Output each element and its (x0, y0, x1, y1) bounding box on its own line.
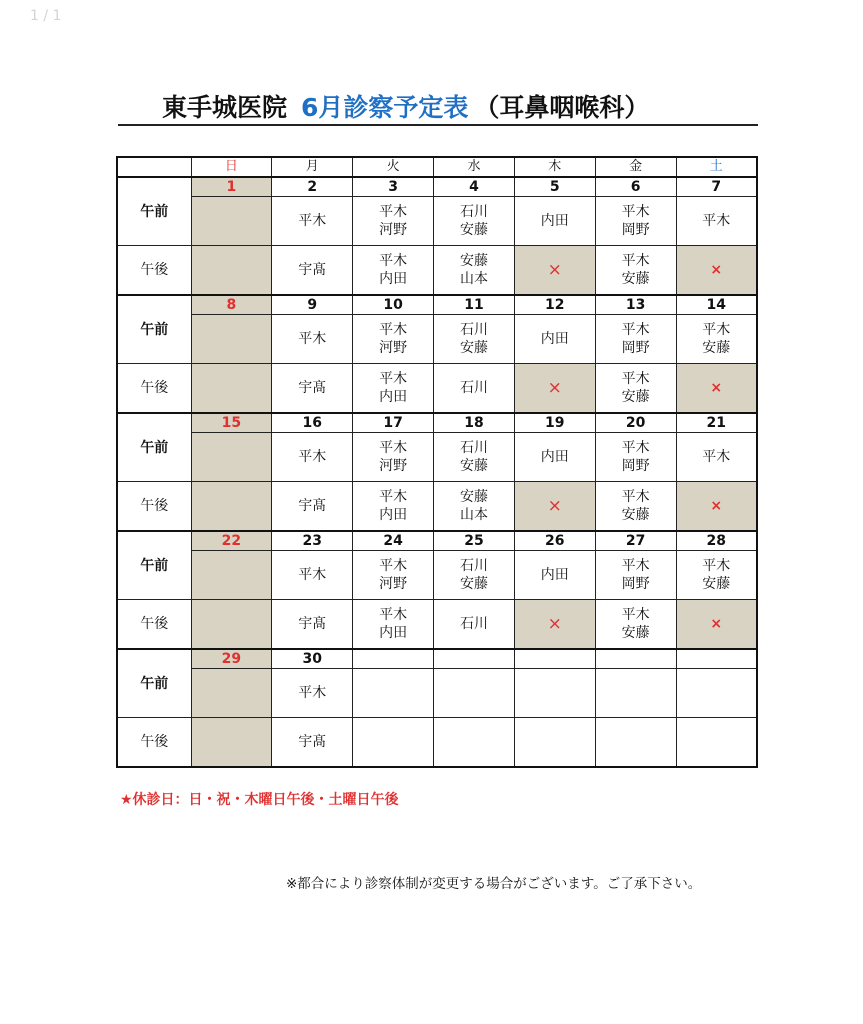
closed-mark-cell-thu: × (514, 246, 595, 296)
am-doctor-cell-thu: 内田 (514, 197, 595, 246)
month-label: 6月診察予定表 (301, 93, 469, 122)
am-doctor-cell-thu: 内田 (514, 433, 595, 482)
am-label: 午前 (117, 649, 191, 718)
department-label: （耳鼻咽喉科） (474, 93, 650, 122)
date-cell-tue: 3 (353, 177, 434, 197)
date-cell-fri: 6 (595, 177, 676, 197)
date-cell-mon: 2 (272, 177, 353, 197)
pm-doctor-cell-tue (353, 718, 434, 768)
date-cell-mon: 9 (272, 295, 353, 315)
closed-mark-cell-thu: × (514, 482, 595, 532)
pm-doctor-cell-tue: 平木 内田 (353, 364, 434, 414)
date-cell-thu: 5 (514, 177, 595, 197)
pm-doctor-cell-sun (191, 718, 272, 768)
am-doctor-cell-fri: 平木 岡野 (595, 315, 676, 364)
date-cell-tue: 17 (353, 413, 434, 433)
am-row (117, 197, 757, 246)
date-cell-fri: 20 (595, 413, 676, 433)
am-doctor-cell-wed: 石川 安藤 (434, 197, 515, 246)
am-doctor-cell-thu (514, 669, 595, 718)
pm-doctor-cell-sun (191, 600, 272, 650)
pm-doctor-cell-wed (434, 718, 515, 768)
date-cell-sun: 1 (191, 177, 272, 197)
am-doctor-cell-wed: 石川 安藤 (434, 551, 515, 600)
date-cell-sat: 14 (676, 295, 757, 315)
pm-doctor-cell-sun (191, 482, 272, 532)
am-doctor-cell-fri: 平木 岡野 (595, 197, 676, 246)
closed-mark-cell-sat: × (676, 246, 757, 296)
page-title (118, 90, 758, 126)
am-doctor-cell-sun (191, 315, 272, 364)
date-cell-sun: 15 (191, 413, 272, 433)
date-cell-mon: 30 (272, 649, 353, 669)
pm-doctor-cell-mon: 宇髙 (272, 364, 353, 414)
am-doctor-cell-sun (191, 197, 272, 246)
weekday-header-tue: 火 (353, 157, 434, 177)
pm-doctor-cell-thu (514, 718, 595, 768)
am-doctor-cell-sat: 平木 (676, 197, 757, 246)
weekday-header-row (117, 157, 757, 177)
am-label: 午前 (117, 177, 191, 246)
closed-mark-cell-sat: × (676, 482, 757, 532)
am-doctor-cell-sat: 平木 安藤 (676, 551, 757, 600)
schedule-change-note: ※都合により診察体制が変更する場合がございます。ご了承下さい。 (286, 876, 702, 892)
date-row (117, 295, 757, 315)
pm-doctor-cell-fri: 平木 安藤 (595, 246, 676, 296)
pm-doctor-cell-tue: 平木 内田 (353, 482, 434, 532)
am-label: 午前 (117, 531, 191, 600)
am-label: 午前 (117, 295, 191, 364)
date-cell-sun: 8 (191, 295, 272, 315)
pm-label: 午後 (117, 364, 191, 414)
am-doctor-cell-mon: 平木 (272, 197, 353, 246)
am-doctor-cell-thu: 内田 (514, 551, 595, 600)
am-doctor-cell-sun (191, 551, 272, 600)
am-doctor-cell-tue: 平木 河野 (353, 315, 434, 364)
am-doctor-cell-mon: 平木 (272, 433, 353, 482)
am-doctor-cell-mon: 平木 (272, 551, 353, 600)
date-cell-fri: 27 (595, 531, 676, 551)
pm-row (117, 246, 757, 296)
pm-doctor-cell-fri: 平木 安藤 (595, 600, 676, 650)
am-doctor-cell-sat: 平木 (676, 433, 757, 482)
hospital-name: 東手城医院 (162, 93, 288, 122)
date-cell-mon: 23 (272, 531, 353, 551)
am-row (117, 433, 757, 482)
date-cell-sat: 21 (676, 413, 757, 433)
am-doctor-cell-mon: 平木 (272, 315, 353, 364)
am-doctor-cell-wed: 石川 安藤 (434, 433, 515, 482)
pm-label: 午後 (117, 482, 191, 532)
date-cell-tue (353, 649, 434, 669)
pm-doctor-cell-sat (676, 718, 757, 768)
am-doctor-cell-sat (676, 669, 757, 718)
page-indicator: 1 / 1 (30, 8, 62, 24)
pm-doctor-cell-fri: 平木 安藤 (595, 482, 676, 532)
closed-days-note: ★休診日：日・祝・木曜日午後・土曜日午後 (120, 792, 399, 808)
date-cell-wed (434, 649, 515, 669)
date-cell-wed: 25 (434, 531, 515, 551)
am-doctor-cell-tue: 平木 河野 (353, 551, 434, 600)
date-cell-fri: 13 (595, 295, 676, 315)
pm-row (117, 364, 757, 414)
pm-doctor-cell-mon: 宇髙 (272, 246, 353, 296)
weekday-header-thu: 木 (514, 157, 595, 177)
schedule-table (116, 156, 758, 768)
am-doctor-cell-tue (353, 669, 434, 718)
date-row (117, 649, 757, 669)
pm-label: 午後 (117, 246, 191, 296)
date-cell-sun: 22 (191, 531, 272, 551)
pm-doctor-cell-wed: 石川 (434, 364, 515, 414)
weekday-header-sat: 土 (676, 157, 757, 177)
closed-mark-cell-sat: × (676, 600, 757, 650)
am-doctor-cell-sun (191, 669, 272, 718)
date-cell-wed: 11 (434, 295, 515, 315)
pm-doctor-cell-fri: 平木 安藤 (595, 364, 676, 414)
pm-doctor-cell-wed: 石川 (434, 600, 515, 650)
weekday-header-mon: 月 (272, 157, 353, 177)
date-cell-sat: 28 (676, 531, 757, 551)
date-row (117, 531, 757, 551)
pm-doctor-cell-sun (191, 246, 272, 296)
date-cell-sat (676, 649, 757, 669)
weekday-header-sun: 日 (191, 157, 272, 177)
date-cell-fri (595, 649, 676, 669)
weekday-header-wed: 水 (434, 157, 515, 177)
am-doctor-cell-mon: 平木 (272, 669, 353, 718)
date-cell-tue: 10 (353, 295, 434, 315)
pm-doctor-cell-wed: 安藤 山本 (434, 246, 515, 296)
date-cell-thu: 19 (514, 413, 595, 433)
date-cell-thu (514, 649, 595, 669)
pm-doctor-cell-fri (595, 718, 676, 768)
am-doctor-cell-thu: 内田 (514, 315, 595, 364)
am-label: 午前 (117, 413, 191, 482)
am-doctor-cell-tue: 平木 河野 (353, 433, 434, 482)
pm-row (117, 600, 757, 650)
pm-doctor-cell-tue: 平木 内田 (353, 600, 434, 650)
pm-row (117, 482, 757, 532)
date-row (117, 413, 757, 433)
closed-mark-cell-sat: × (676, 364, 757, 414)
am-row (117, 669, 757, 718)
pm-doctor-cell-mon: 宇髙 (272, 600, 353, 650)
am-doctor-cell-sun (191, 433, 272, 482)
pm-row (117, 718, 757, 768)
pm-doctor-cell-mon: 宇髙 (272, 482, 353, 532)
pm-doctor-cell-tue: 平木 内田 (353, 246, 434, 296)
am-row (117, 551, 757, 600)
pm-doctor-cell-wed: 安藤 山本 (434, 482, 515, 532)
am-doctor-cell-tue: 平木 河野 (353, 197, 434, 246)
am-doctor-cell-fri (595, 669, 676, 718)
closed-mark-cell-thu: × (514, 364, 595, 414)
date-cell-sat: 7 (676, 177, 757, 197)
header-corner (117, 157, 191, 177)
am-row (117, 315, 757, 364)
closed-mark-cell-thu: × (514, 600, 595, 650)
weekday-header-fri: 金 (595, 157, 676, 177)
am-doctor-cell-fri: 平木 岡野 (595, 433, 676, 482)
date-cell-thu: 12 (514, 295, 595, 315)
pm-doctor-cell-mon: 宇髙 (272, 718, 353, 768)
am-doctor-cell-wed: 石川 安藤 (434, 315, 515, 364)
date-cell-thu: 26 (514, 531, 595, 551)
pm-doctor-cell-sun (191, 364, 272, 414)
am-doctor-cell-fri: 平木 岡野 (595, 551, 676, 600)
pm-label: 午後 (117, 718, 191, 768)
date-cell-wed: 18 (434, 413, 515, 433)
date-row (117, 177, 757, 197)
date-cell-wed: 4 (434, 177, 515, 197)
date-cell-mon: 16 (272, 413, 353, 433)
date-cell-sun: 29 (191, 649, 272, 669)
date-cell-tue: 24 (353, 531, 434, 551)
pm-label: 午後 (117, 600, 191, 650)
am-doctor-cell-sat: 平木 安藤 (676, 315, 757, 364)
am-doctor-cell-wed (434, 669, 515, 718)
